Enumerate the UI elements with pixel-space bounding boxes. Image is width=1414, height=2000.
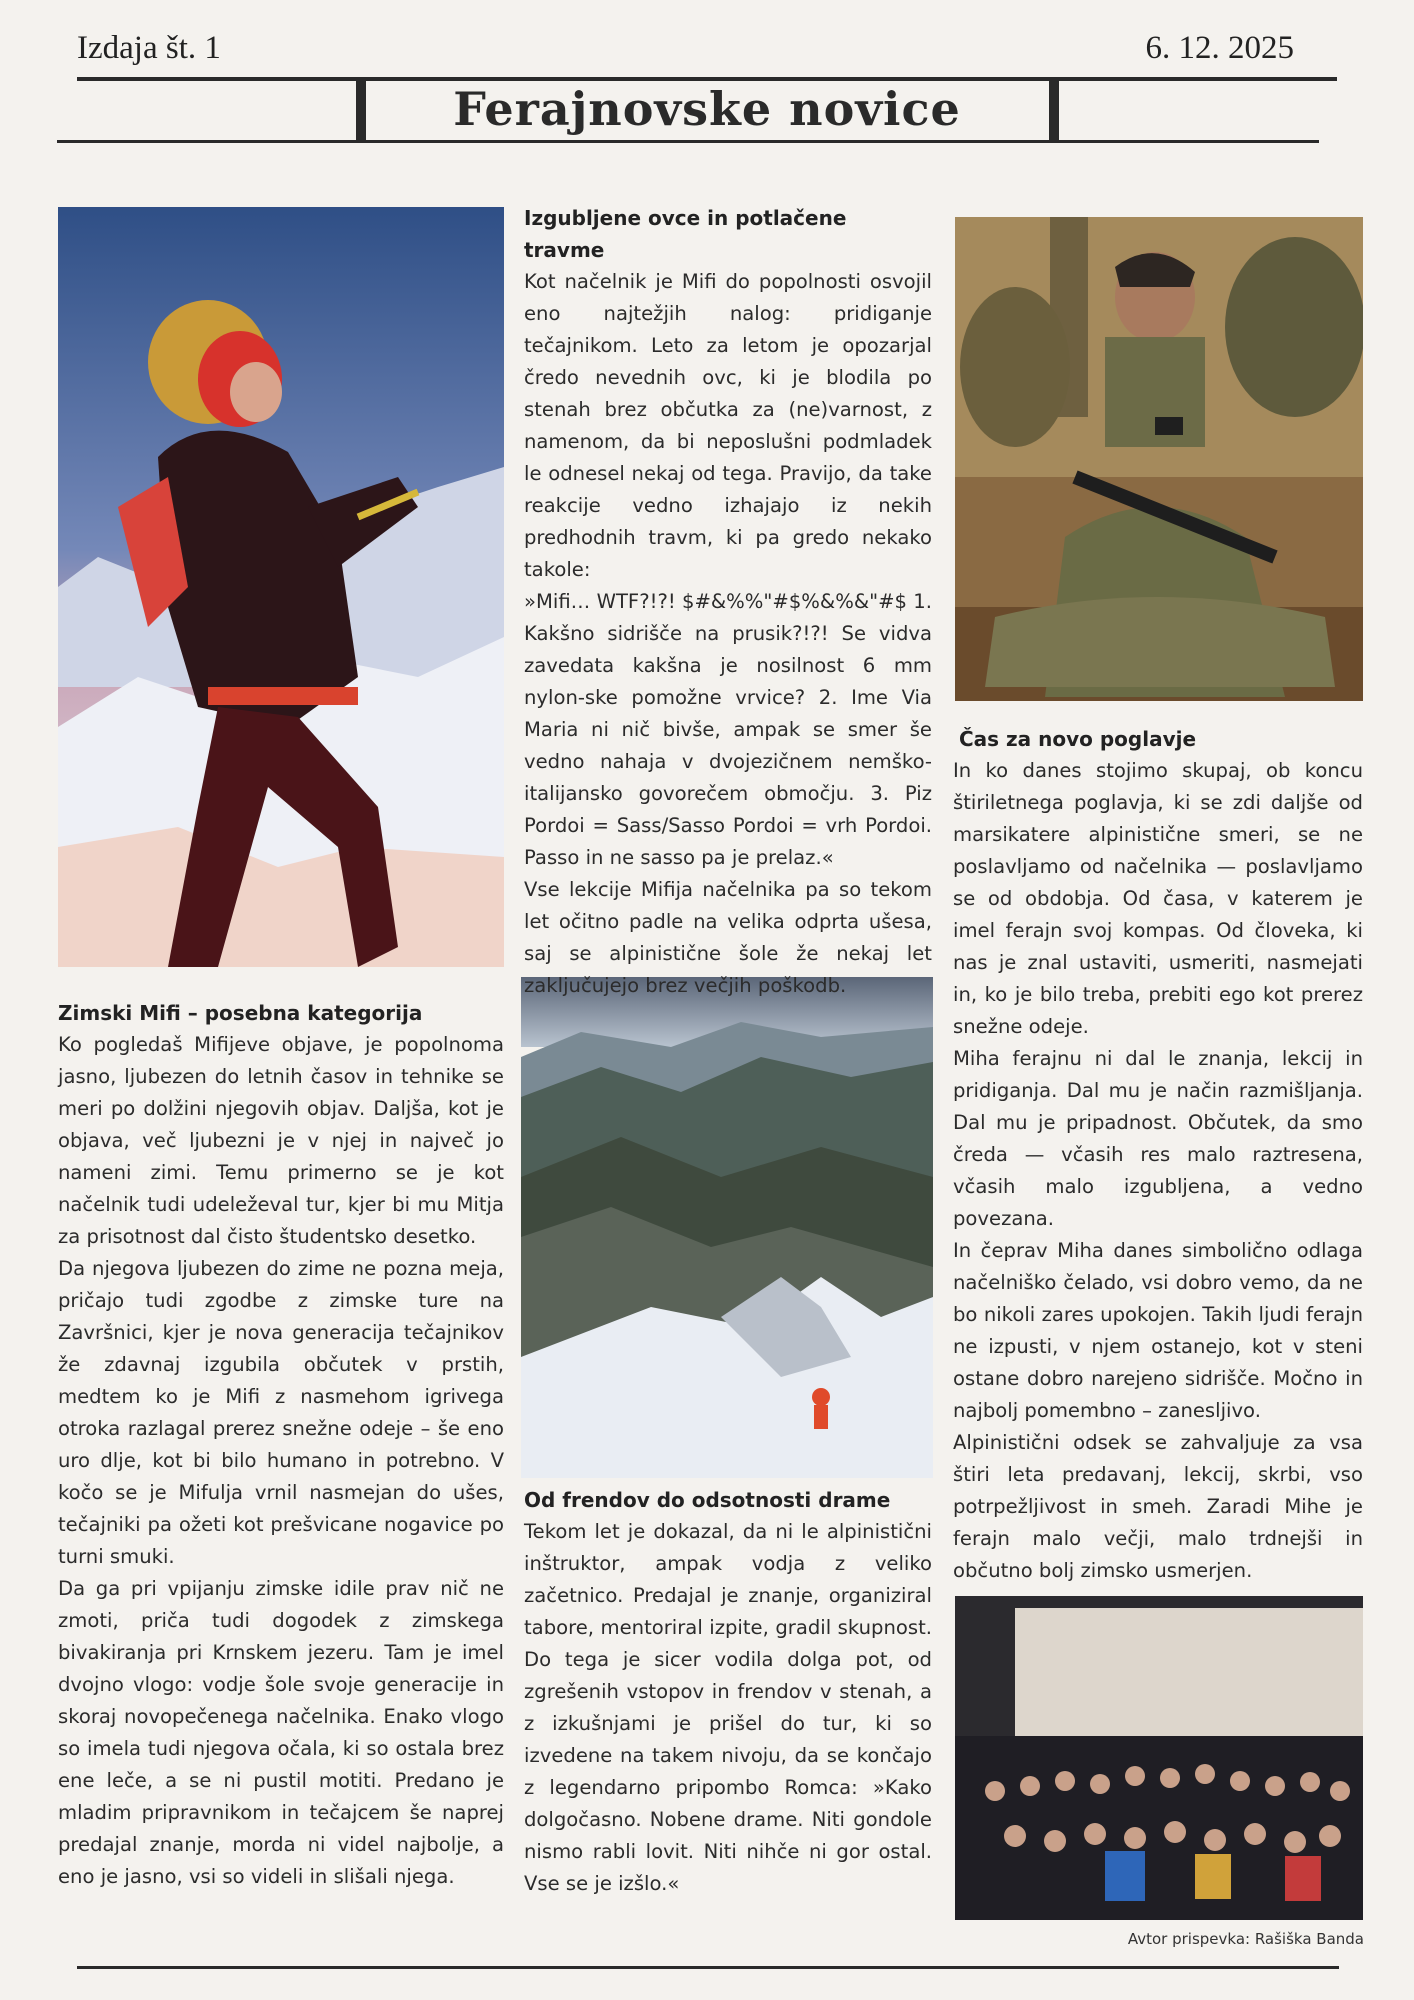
photo-climber-sunset — [58, 207, 504, 967]
issue-number: Izdaja št. 1 — [77, 30, 221, 66]
article-paragraph: Da njegova ljubezen do zime ne pozna meja, pričajo tudi zgodbe z zimske ture na Završnici, kjer je nova generacija tečajnikov že zdavnaj izgubila občutek v prstih, medtem ko je Mifi z nasmehom igrivega otroka razlagal prerez snežne odeje – še eno uro dlje, kot bi bilo humano in potrebno. V kočo se je Mifulja vrnil nasmejan do ušes, tečajniki pa ožeti kot prešvicane nogavice po turni smuki. — [58, 1257, 504, 1568]
article-heading: Zimski Mifi – posebna kategorija — [58, 1001, 423, 1025]
article-paragraph: Miha ferajnu ni dal le znanja, lekcij in pridiganja. Dal mu je način razmišljanja. Dal mu je pripadnost. Občutek, da smo čreda — včasih res malo raztresena, včasih malo izgubljena, a vedno povezana. — [953, 1047, 1363, 1230]
article-paragraph: Da ga pri vpijanju zimske idile prav nič ne zmoti, priča tudi dogodek z zimskega bivakiranja pri Krnskem jezeru. Tam je imel dvojno vlogo: vodje šole svoje generacije in skoraj novopečenega načelnika. Enako vlogo so imela tudi njegova očala, ki so ostala brez ene leče, a se ni pustil motiti. Predano je mladim pripravnikom in tečajcem še naprej predajal znanje, morda ni videl najbolje, a eno je jasno, vsi so videli in slišali njega. — [58, 1577, 504, 1888]
article-paragraph: Vse lekcije Mifija načelnika pa so tekom let očitno padle na velika odprta ušesa, saj se alpinistične šole že nekaj let zaključujejo brez večjih poškodb. — [524, 878, 932, 997]
page-title: Ferajnovske novice — [453, 82, 961, 136]
article-heading: Izgubljene ovce in potlačene travme — [524, 206, 847, 262]
article-od-frendov — [524, 1484, 932, 1900]
issue-date: 6. 12. 2025 — [1145, 30, 1294, 66]
article-zimski-mifi — [58, 997, 504, 1893]
article-paragraph: Tekom let je dokazal, da ni le alpinistični inštruktor, ampak vodja z veliko začetnico. Predajal je znanje, organiziral tabore, mentoriral izpite, gradil skupnost. Do tega je sicer vodila dolga pot, od zgrešenih vstopov in frendov v stenah, a z izkušnjami je prišel do tur, ki so izvedene na takem nivoju, da se končajo z legendarno pripombo Romca: »Kako dolgočasno. Nobene drame. Niti gondole nismo rabli lovit. Niti nihče ni gor ostal. Vse se je izšlo.« — [524, 1520, 932, 1895]
photo-group — [955, 1596, 1363, 1920]
article-paragraph: Kot načelnik je Mifi do popolnosti osvojil eno najtežjih nalog: pridiganje tečajnikom. Leto za letom je opozarjal čredo nevednih ovc, ki je blodila po stenah brez občutka za (ne)varnost, z namenom, da bi neposlušni podmladek le odnesel nekaj od tega. Pravijo, da take reakcije vedno izhajajo iz nekih predhodnih travm, ki pa gredo nekako takole: — [524, 270, 932, 581]
author-credit: Avtor prispevka: Rašiška Banda — [1127, 1930, 1364, 1948]
article-novo-poglavje — [953, 723, 1363, 1587]
article-paragraph: In ko danes stojimo skupaj, ob koncu štiriletnega poglavja, ki se zdi daljše od marsikatere alpinistične smeri, se ne poslavljamo od načelnika — poslavljamo se od obdobja. Od časa, v katerem je imel ferajn svoj kompas. Od človeka, ki nas je znal ustaviti, usmeriti, nasmejati in, ko je bilo treba, prebiti ego kot prerez snežne odeje. — [953, 759, 1363, 1038]
article-heading: Čas za novo poglavje — [959, 727, 1197, 751]
header-top-rule — [77, 77, 1337, 81]
article-paragraph: Alpinistični odsek se zahvaljuje za vsa štiri leta predavanj, lekcij, skrbi, vso potrpežljivost in smeh. Zaradi Mihe je ferajn malo večji, malo trdnejši in občutno bolj zimsko usmerjen. — [953, 1431, 1363, 1582]
article-heading: Od frendov do odsotnosti drame — [524, 1488, 891, 1512]
article-paragraph: In čeprav Miha danes simbolično odlaga načelniško čelado, vsi dobro vemo, da ne bo nikoli zares upokojen. Takih ljudi ferajn ne izpusti, v njem ostanejo, kot v steni ostane dobro narejeno sidrišče. Močno in najbolj pomembno – zanesljivo. — [953, 1239, 1363, 1422]
photo-soldier-phone — [955, 217, 1363, 701]
article-paragraph: »Mifi… WTF?!?! $#&%%"#$%&%&"#$ 1. Kakšno sidrišče na prusik?!?! Se vidva zavedata kakšna je nosilnost 6 mm nylon-ske pomožne vrvice? 2. Ime Via Maria ni nič bivše, ampak se smer še vedno nahaja v dvojezičnem nemško-italijansko govorečem območju. 3. Piz Pordoi = Sass/Sasso Pordoi = vrh Pordoi. Passo in ne sasso pa je prelaz.« — [524, 590, 932, 869]
footer-rule — [77, 1966, 1339, 1969]
article-izgubljene-ovce — [524, 202, 932, 1002]
photo-mountain-ascent — [521, 977, 933, 1478]
article-paragraph: Ko pogledaš Mifijeve objave, je popolnoma jasno, ljubezen do letnih časov in tehnike se meri po dolžini njegovih objav. Daljša, kot je objava, več ljubezni je v njej in največ jo nameni zimi. Temu primerno se je kot načelnik tudi udeleževal tur, kjer bi mu Mitja za prisotnost dal čisto študentsko desetko. — [58, 1033, 504, 1248]
header-bottom-rule — [57, 140, 1319, 143]
